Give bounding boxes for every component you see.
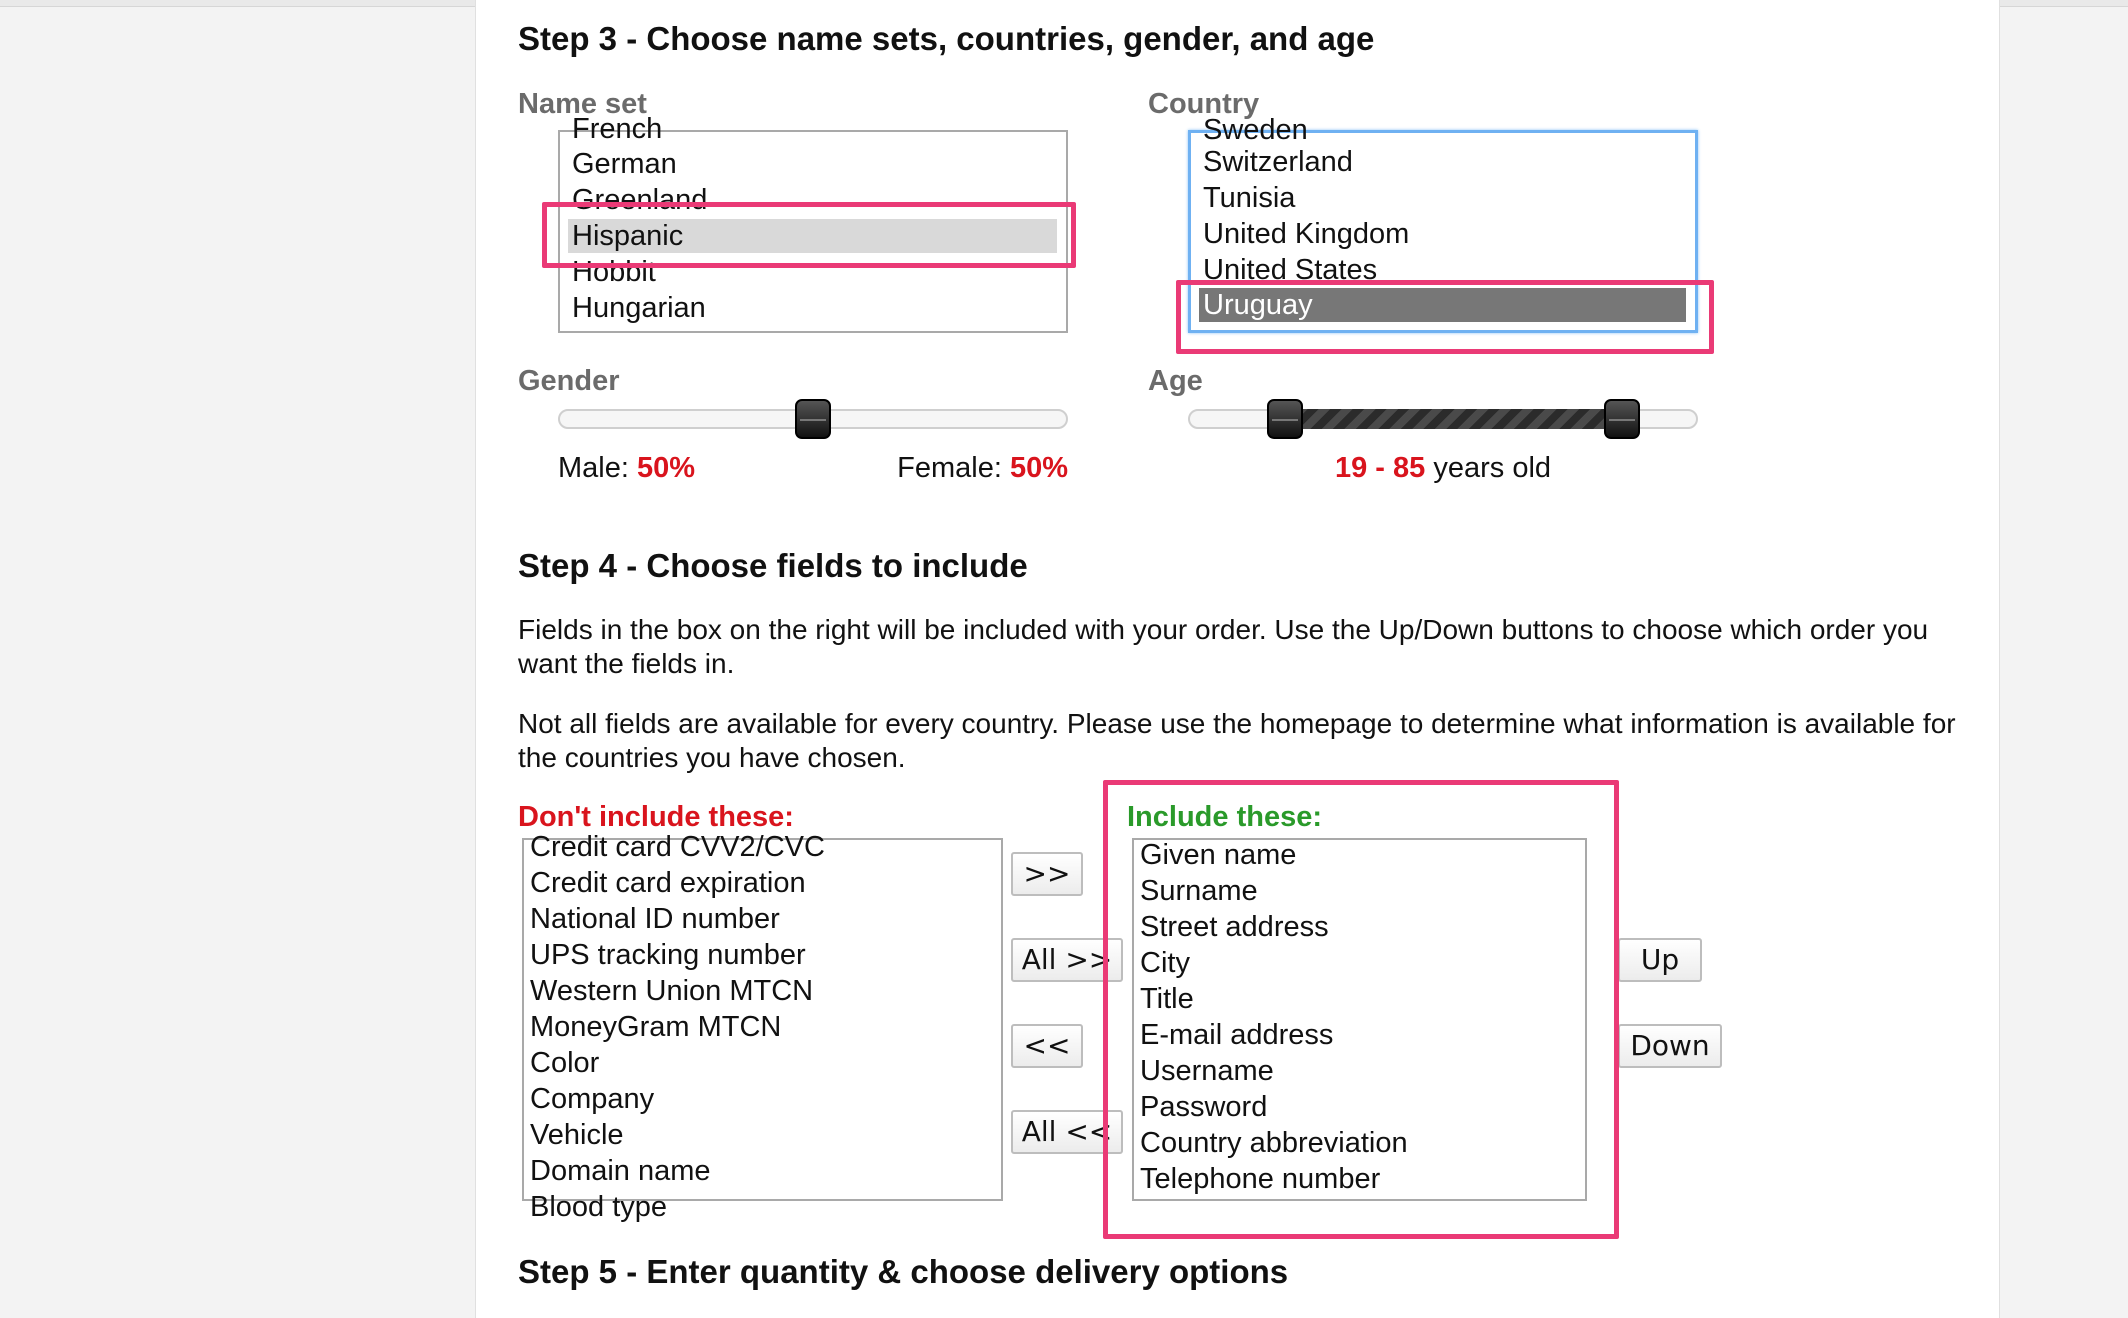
included-field-option[interactable]: Given name xyxy=(1140,839,1297,871)
country-option[interactable]: United States xyxy=(1203,254,1378,286)
gender-slider-handle[interactable] xyxy=(795,399,831,439)
remove-field-button[interactable]: << xyxy=(1011,1024,1083,1068)
excluded-field-option[interactable]: Color xyxy=(530,1047,600,1079)
excluded-field-option[interactable]: MoneyGram MTCN xyxy=(530,1011,782,1043)
country-label: Country xyxy=(1148,88,1260,120)
exclude-title: Don't include these: xyxy=(518,801,794,833)
step4-title: Step 4 - Choose fields to include xyxy=(518,547,1028,584)
add-field-button[interactable]: >> xyxy=(1011,852,1083,896)
included-field-option[interactable]: Username xyxy=(1140,1055,1274,1087)
excluded-field-option[interactable]: Credit card expiration xyxy=(530,867,806,899)
included-field-option[interactable]: Street address xyxy=(1140,911,1329,943)
step4-paragraph-1: Fields in the box on the right will be included with your order. Use the Up/Down buttons to choose which order you want the fields in. xyxy=(518,614,1929,679)
included-field-option[interactable]: Password xyxy=(1140,1091,1268,1123)
step3-title: Step 3 - Choose name sets, countries, gender, and age xyxy=(518,20,1375,57)
excluded-field-option[interactable]: Credit card CVV2/CVC xyxy=(530,831,825,863)
age-slider-max-handle[interactable] xyxy=(1604,399,1640,439)
included-field-option[interactable]: Title xyxy=(1140,983,1194,1015)
included-field-option[interactable]: Country abbreviation xyxy=(1140,1127,1408,1159)
country-option[interactable]: United Kingdom xyxy=(1203,218,1410,250)
include-title: Include these: xyxy=(1127,801,1322,833)
country-option[interactable]: Sweden xyxy=(1203,114,1308,146)
add-all-fields-button[interactable]: All >> xyxy=(1011,938,1123,982)
country-listbox[interactable] xyxy=(1188,114,1698,333)
page-content xyxy=(475,0,2000,1318)
remove-all-fields-button[interactable]: All << xyxy=(1011,1110,1123,1154)
step4-paragraph-2: Not all fields are available for every country. Please use the homepage to determine what information is available for the countries you have chosen. xyxy=(518,708,1956,773)
male-value: 50% xyxy=(636,452,696,484)
age-separator: - xyxy=(1375,452,1385,484)
age-max-value: 85 xyxy=(1393,452,1426,484)
excluded-field-option[interactable]: Company xyxy=(530,1083,655,1115)
age-readout xyxy=(1188,452,1698,485)
age-slider-min-handle[interactable] xyxy=(1267,399,1303,439)
move-down-button[interactable]: Down xyxy=(1618,1024,1722,1068)
excluded-field-option[interactable]: Western Union MTCN xyxy=(530,975,814,1007)
name-set-option[interactable]: Hungarian xyxy=(572,292,706,324)
age-min-value: 19 xyxy=(1334,452,1368,484)
name-set-selected-label: Hispanic xyxy=(572,220,684,252)
included-field-option[interactable]: Telephone number xyxy=(1140,1163,1381,1195)
excluded-field-option[interactable]: Vehicle xyxy=(530,1119,624,1151)
excluded-field-option[interactable]: UPS tracking number xyxy=(530,939,806,971)
excluded-field-option[interactable]: Domain name xyxy=(530,1155,711,1187)
name-set-option[interactable]: Hobbit xyxy=(572,256,656,288)
country-selected-label: Uruguay xyxy=(1203,289,1313,321)
female-value: 50% xyxy=(1009,452,1068,484)
male-label: Male: xyxy=(558,452,629,484)
included-field-option[interactable]: E-mail address xyxy=(1140,1019,1334,1051)
name-set-option[interactable]: German xyxy=(572,148,677,180)
excluded-fields-listbox[interactable] xyxy=(522,831,1003,1223)
move-up-button[interactable]: Up xyxy=(1618,938,1702,982)
name-set-label: Name set xyxy=(518,88,647,120)
included-field-option[interactable]: City xyxy=(1140,947,1190,979)
excluded-field-option[interactable]: National ID number xyxy=(530,903,780,935)
female-readout xyxy=(892,452,1068,485)
excluded-field-option[interactable]: Blood type xyxy=(530,1191,668,1223)
male-readout xyxy=(558,452,695,485)
age-slider-range xyxy=(1285,409,1622,429)
gender-label: Gender xyxy=(518,365,620,397)
name-set-option[interactable]: French xyxy=(572,113,663,145)
name-set-option-selected[interactable] xyxy=(568,219,1057,253)
step5-title: Step 5 - Enter quantity & choose delivery options xyxy=(518,1253,1289,1290)
age-suffix: years old xyxy=(1433,452,1552,484)
name-set-listbox[interactable] xyxy=(558,113,1068,333)
age-label: Age xyxy=(1148,365,1203,397)
country-option[interactable]: Tunisia xyxy=(1203,182,1296,214)
name-set-option[interactable]: Greenland xyxy=(572,184,708,216)
included-field-option[interactable]: Surname xyxy=(1140,875,1258,907)
country-option-selected[interactable] xyxy=(1199,288,1686,322)
female-label: Female: xyxy=(897,452,1002,484)
included-fields-listbox[interactable] xyxy=(1132,838,1587,1201)
country-option[interactable]: Switzerland xyxy=(1203,146,1353,178)
